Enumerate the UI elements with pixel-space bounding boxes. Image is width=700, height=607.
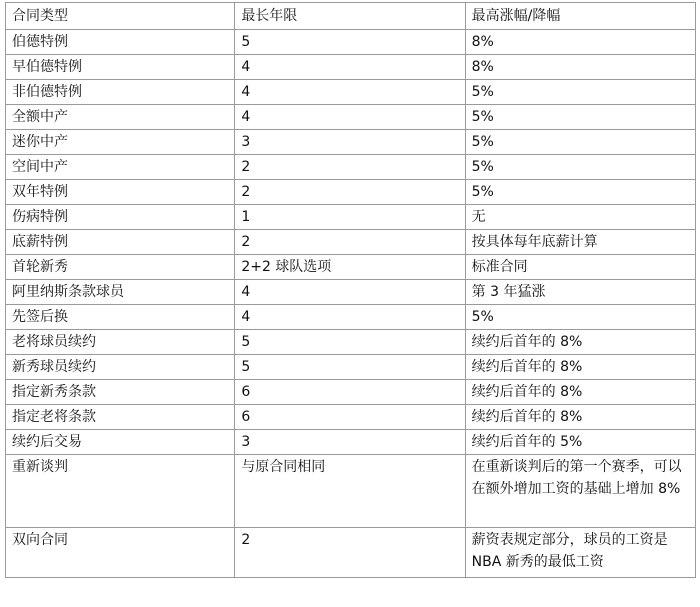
max-years-cell: 4 <box>235 55 465 80</box>
contract-type-cell: 指定老将条款 <box>6 405 235 430</box>
max-raise-cell: 续约后首年的 8% <box>465 380 695 405</box>
max-years-cell: 1 <box>235 205 465 230</box>
contract-type-cell: 先签后换 <box>6 305 235 330</box>
table-header-row <box>6 3 696 30</box>
table-row <box>6 305 696 330</box>
max-years-cell: 4 <box>235 305 465 330</box>
contract-type-cell: 续约后交易 <box>6 430 235 455</box>
max-years-cell: 2+2 球队选项 <box>235 255 465 280</box>
table-row <box>6 80 696 105</box>
max-years-cell: 2 <box>235 230 465 255</box>
max-raise-cell: 薪资表规定部分，球员的工资是 NBA 新秀的最低工资 <box>465 528 695 578</box>
max-raise-cell: 在重新谈判后的第一个赛季，可以在额外增加工资的基础上增加 8% <box>465 455 695 528</box>
max-years-cell: 与原合同相同 <box>235 455 465 528</box>
table-row <box>6 105 696 130</box>
contract-type-cell: 双年特例 <box>6 180 235 205</box>
max-raise-cell: 续约后首年的 8% <box>465 355 695 380</box>
max-years-cell: 2 <box>235 528 465 578</box>
max-raise-cell: 无 <box>465 205 695 230</box>
table-row <box>6 205 696 230</box>
contract-type-cell: 伤病特例 <box>6 205 235 230</box>
table-row <box>6 155 696 180</box>
max-raise-cell: 5% <box>465 155 695 180</box>
contract-type-cell: 新秀球员续约 <box>6 355 235 380</box>
contract-table <box>5 2 696 578</box>
contract-type-cell: 早伯德特例 <box>6 55 235 80</box>
max-years-cell: 6 <box>235 405 465 430</box>
max-raise-cell: 8% <box>465 55 695 80</box>
max-raise-cell: 5% <box>465 130 695 155</box>
max-years-cell: 5 <box>235 30 465 55</box>
max-raise-cell: 按具体每年底薪计算 <box>465 230 695 255</box>
max-years-cell: 5 <box>235 330 465 355</box>
max-raise-cell: 续约后首年的 8% <box>465 330 695 355</box>
contract-type-cell: 伯德特例 <box>6 30 235 55</box>
max-years-cell: 2 <box>235 180 465 205</box>
contract-type-cell: 首轮新秀 <box>6 255 235 280</box>
max-raise-cell: 续约后首年的 8% <box>465 405 695 430</box>
contract-type-cell: 空间中产 <box>6 155 235 180</box>
max-years-cell: 4 <box>235 280 465 305</box>
contract-type-cell: 阿里纳斯条款球员 <box>6 280 235 305</box>
max-raise-cell: 第 3 年猛涨 <box>465 280 695 305</box>
max-raise-cell: 5% <box>465 80 695 105</box>
max-raise-cell: 8% <box>465 30 695 55</box>
max-raise-cell: 续约后首年的 5% <box>465 430 695 455</box>
max-years-cell: 2 <box>235 155 465 180</box>
max-raise-cell: 5% <box>465 180 695 205</box>
max-years-cell: 3 <box>235 430 465 455</box>
contract-type-cell: 指定新秀条款 <box>6 380 235 405</box>
table-row <box>6 430 696 455</box>
table-row <box>6 455 696 528</box>
max-years-cell: 4 <box>235 80 465 105</box>
max-years-cell: 5 <box>235 355 465 380</box>
table-row <box>6 380 696 405</box>
contract-type-cell: 非伯德特例 <box>6 80 235 105</box>
table-row <box>6 55 696 80</box>
table-row <box>6 330 696 355</box>
table-row <box>6 528 696 578</box>
contract-type-cell: 底薪特例 <box>6 230 235 255</box>
contract-type-cell: 迷你中产 <box>6 130 235 155</box>
table-row <box>6 405 696 430</box>
table-row <box>6 355 696 380</box>
header-max-years: 最长年限 <box>235 3 465 30</box>
table-row <box>6 180 696 205</box>
max-years-cell: 4 <box>235 105 465 130</box>
table-row <box>6 130 696 155</box>
contract-type-cell: 重新谈判 <box>6 455 235 528</box>
table-row <box>6 230 696 255</box>
header-contract-type: 合同类型 <box>6 3 235 30</box>
max-raise-cell: 标准合同 <box>465 255 695 280</box>
max-years-cell: 6 <box>235 380 465 405</box>
header-max-raise: 最高涨幅/降幅 <box>465 3 695 30</box>
max-raise-cell: 5% <box>465 305 695 330</box>
contract-type-cell: 全额中产 <box>6 105 235 130</box>
contract-type-cell: 双向合同 <box>6 528 235 578</box>
table-row <box>6 280 696 305</box>
table-row <box>6 255 696 280</box>
table-row <box>6 30 696 55</box>
max-years-cell: 3 <box>235 130 465 155</box>
max-raise-cell: 5% <box>465 105 695 130</box>
contract-type-cell: 老将球员续约 <box>6 330 235 355</box>
